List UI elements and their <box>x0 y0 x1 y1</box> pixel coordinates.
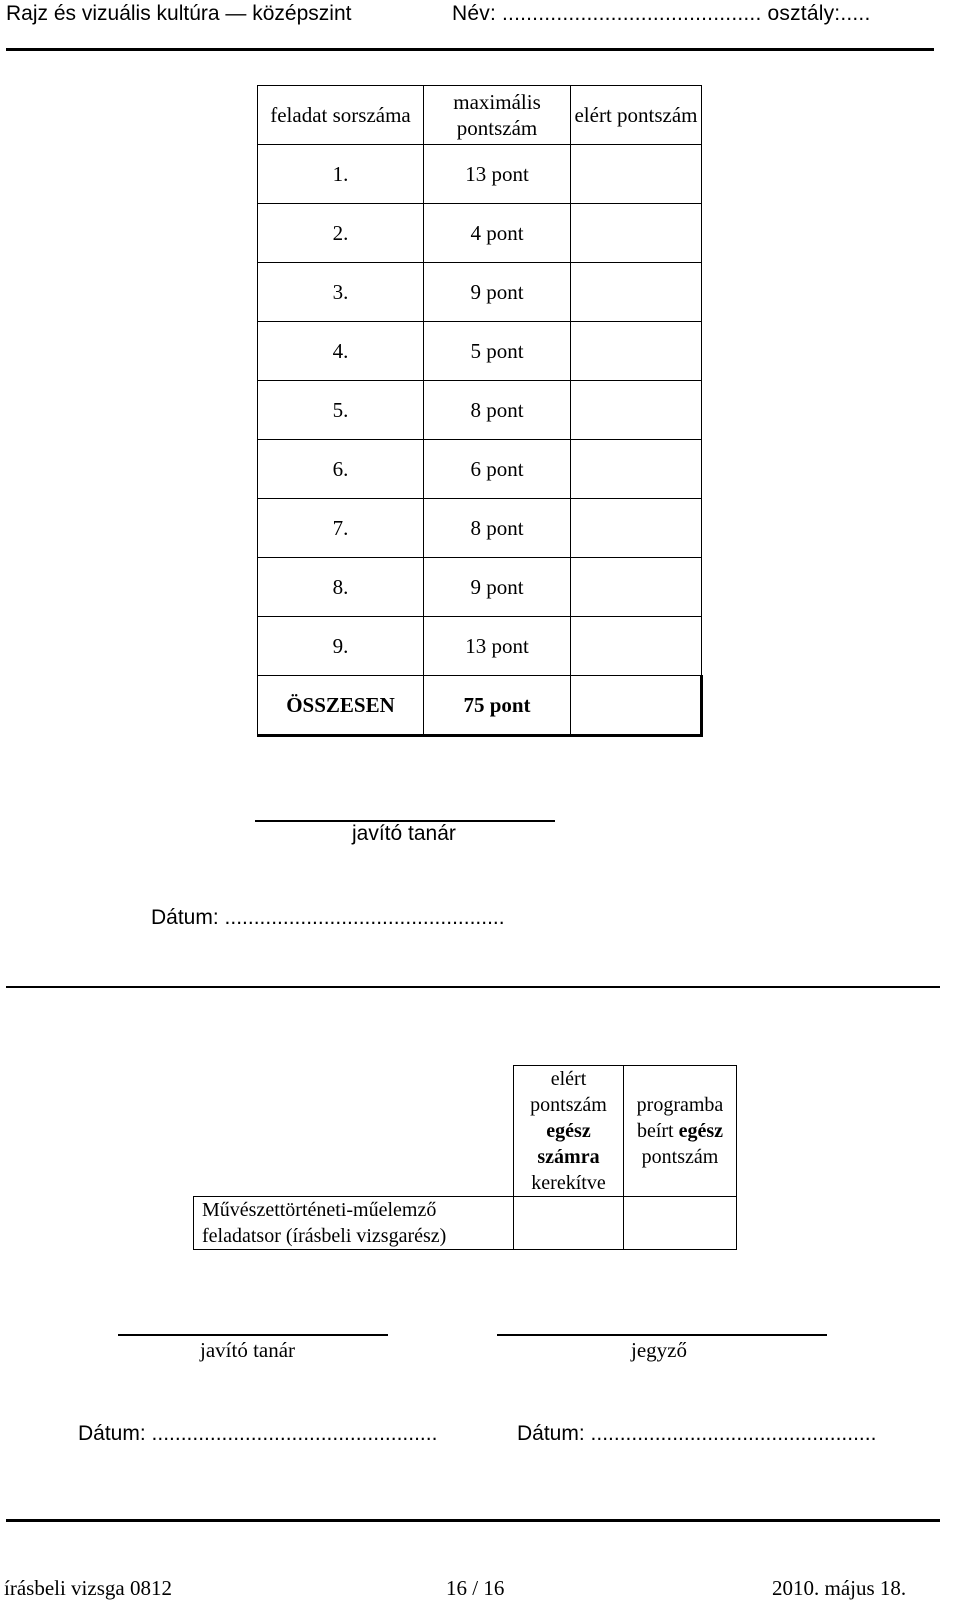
name-class-field: Név: ........................................... osztály:..... <box>452 2 871 25</box>
total-label: ÖSSZESEN <box>258 676 424 736</box>
task-number: 1. <box>258 145 424 204</box>
table-row <box>258 440 702 499</box>
table-row <box>258 204 702 263</box>
col-header-task: feladat sorszáma <box>258 86 424 145</box>
page-header <box>6 0 934 50</box>
score-table <box>257 85 703 737</box>
total-achieved-cell <box>571 676 702 736</box>
max-points: 8 pont <box>424 381 571 440</box>
header-program-entered: programba beírt egész pontszám <box>624 1066 737 1197</box>
max-points: 9 pont <box>424 263 571 322</box>
subject-title: Rajz és vizuális kultúra — középszint <box>6 2 352 25</box>
bottom-teacher-label: javító tanár <box>200 1338 296 1362</box>
section-separator <box>6 986 940 988</box>
table-row <box>258 558 702 617</box>
table-row <box>258 499 702 558</box>
achieved-points-cell <box>571 499 702 558</box>
table-row <box>258 263 702 322</box>
bottom-teacher-signature-line <box>118 1334 388 1336</box>
part-score-table <box>193 1065 737 1250</box>
table-row <box>258 381 702 440</box>
task-number: 8. <box>258 558 424 617</box>
task-number: 7. <box>258 499 424 558</box>
achieved-points-cell <box>571 617 702 676</box>
header-rule <box>6 48 934 51</box>
achieved-points-cell <box>571 440 702 499</box>
bottom-teacher-date: Dátum: ................................................. <box>78 1422 438 1445</box>
notary-date: Dátum: ................................................. <box>517 1422 877 1445</box>
col-header-achieved: elért pontszám <box>571 86 702 145</box>
achieved-points-cell <box>571 145 702 204</box>
max-points: 4 pont <box>424 204 571 263</box>
task-number: 2. <box>258 204 424 263</box>
task-number: 3. <box>258 263 424 322</box>
footer-date: 2010. május 18. <box>772 1576 907 1600</box>
footer-rule <box>6 1519 940 1522</box>
max-points: 13 pont <box>424 617 571 676</box>
notary-signature-line <box>497 1334 827 1336</box>
table-row <box>258 322 702 381</box>
task-number: 9. <box>258 617 424 676</box>
achieved-value-cell <box>514 1197 624 1250</box>
max-points: 13 pont <box>424 145 571 204</box>
footer-page-number: 16 / 16 <box>446 1576 505 1600</box>
teacher-date: Dátum: ................................................ <box>151 906 505 929</box>
achieved-points-cell <box>571 204 702 263</box>
max-points: 8 pont <box>424 499 571 558</box>
table-row <box>258 617 702 676</box>
max-points: 6 pont <box>424 440 571 499</box>
table-row <box>258 145 702 204</box>
task-number: 6. <box>258 440 424 499</box>
header-achieved-rounded: elért pontszám egész számra kerekítve <box>514 1066 624 1197</box>
achieved-points-cell <box>571 381 702 440</box>
part-row-label: Művészettörténeti-műelemző feladatsor (írásbeli vizsgarész) <box>194 1197 514 1250</box>
total-row <box>258 676 702 736</box>
achieved-points-cell <box>571 322 702 381</box>
achieved-points-cell <box>571 558 702 617</box>
task-number: 4. <box>258 322 424 381</box>
max-points: 5 pont <box>424 322 571 381</box>
program-value-cell <box>624 1197 737 1250</box>
col-header-max: maximális pontszám <box>424 86 571 145</box>
total-max-points: 75 pont <box>424 676 571 736</box>
notary-label: jegyző <box>631 1338 687 1362</box>
teacher-label: javító tanár <box>352 822 456 845</box>
footer-exam-code: írásbeli vizsga 0812 <box>4 1576 172 1600</box>
score-table-header <box>258 86 702 145</box>
task-number: 5. <box>258 381 424 440</box>
achieved-points-cell <box>571 263 702 322</box>
max-points: 9 pont <box>424 558 571 617</box>
